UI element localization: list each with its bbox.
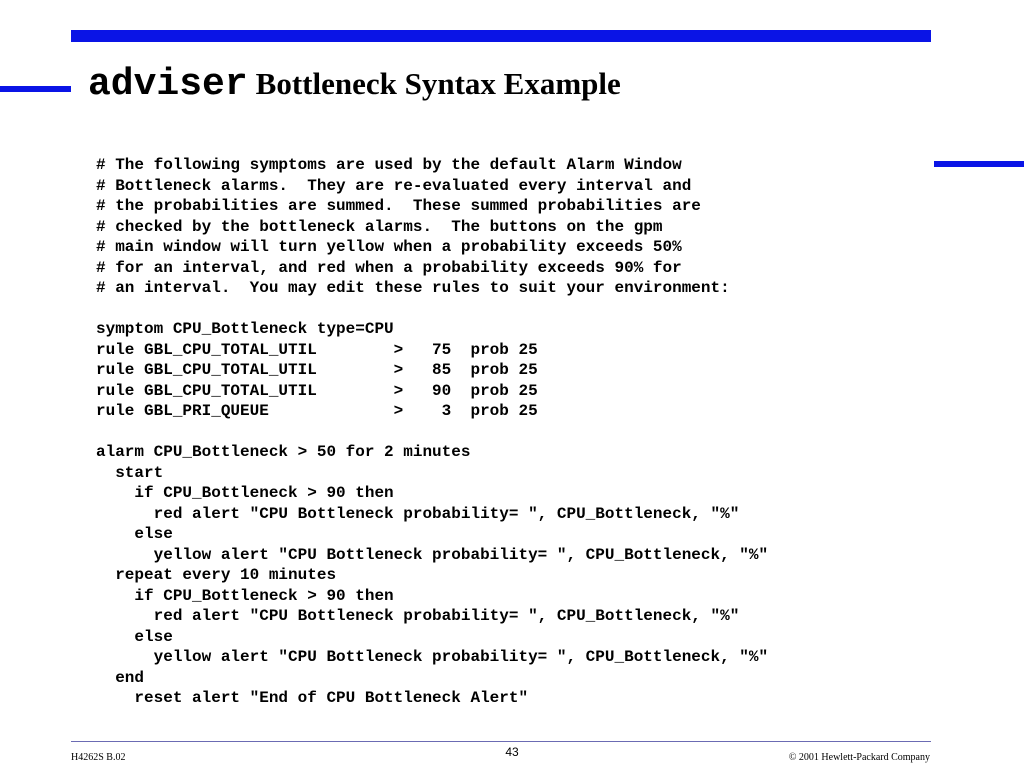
- code-line: # an interval. You may edit these rules to suit your environment:: [96, 279, 730, 297]
- title-text: Bottleneck Syntax Example: [255, 66, 621, 101]
- code-line: repeat every 10 minutes: [96, 566, 337, 584]
- code-line: rule GBL_CPU_TOTAL_UTIL > 75 prob 25: [96, 340, 538, 359]
- slide-title: [88, 63, 621, 106]
- code-line: else: [96, 627, 173, 646]
- code-line: start: [96, 463, 164, 482]
- code-line: red alert "CPU Bottleneck probability= ", CPU_Bottleneck, "%": [96, 504, 740, 523]
- footer-divider: [71, 741, 931, 742]
- right-accent-bar: [934, 161, 1024, 167]
- code-example: [96, 155, 768, 709]
- course-code: H4262S B.02: [71, 752, 126, 763]
- code-line: # checked by the bottleneck alarms. The buttons on the gpm: [96, 217, 663, 236]
- code-line: [96, 422, 768, 443]
- code-line: # the probabilities are summed. These summed probabilities are: [96, 197, 701, 215]
- code-line: reset alert "End of CPU Bottleneck Alert": [96, 689, 529, 707]
- code-line: # The following symptoms are used by the default Alarm Window: [96, 156, 682, 174]
- title-command-name: adviser: [88, 63, 248, 106]
- code-line: rule GBL_CPU_TOTAL_UTIL > 85 prob 25: [96, 361, 538, 379]
- code-line: yellow alert "CPU Bottleneck probability= ", CPU_Bottleneck, "%": [96, 648, 769, 666]
- code-line: alarm CPU_Bottleneck > 50 for 2 minutes: [96, 443, 471, 461]
- code-line: symptom CPU_Bottleneck type=CPU: [96, 320, 394, 338]
- code-line: red alert "CPU Bottleneck probability= ", CPU_Bottleneck, "%": [96, 607, 740, 625]
- code-line: end: [96, 668, 145, 687]
- code-line: rule GBL_PRI_QUEUE > 3 prob 25: [96, 402, 538, 420]
- code-line: else: [96, 525, 173, 543]
- left-accent-bar: [0, 86, 71, 92]
- page-number: 43: [505, 745, 519, 759]
- code-line: # main window will turn yellow when a probability exceeds 50%: [96, 238, 682, 256]
- code-line: if CPU_Bottleneck > 90 then: [96, 484, 394, 502]
- code-line: [96, 299, 768, 320]
- code-line: rule GBL_CPU_TOTAL_UTIL > 90 prob 25: [96, 381, 538, 400]
- code-line: yellow alert "CPU Bottleneck probability= ", CPU_Bottleneck, "%": [96, 545, 769, 564]
- code-line: # Bottleneck alarms. They are re-evaluated every interval and: [96, 176, 692, 195]
- header-accent-bar: [71, 30, 931, 42]
- copyright-notice: © 2001 Hewlett-Packard Company: [788, 752, 930, 763]
- code-line: # for an interval, and red when a probability exceeds 90% for: [96, 258, 682, 277]
- code-line: if CPU_Bottleneck > 90 then: [96, 586, 394, 605]
